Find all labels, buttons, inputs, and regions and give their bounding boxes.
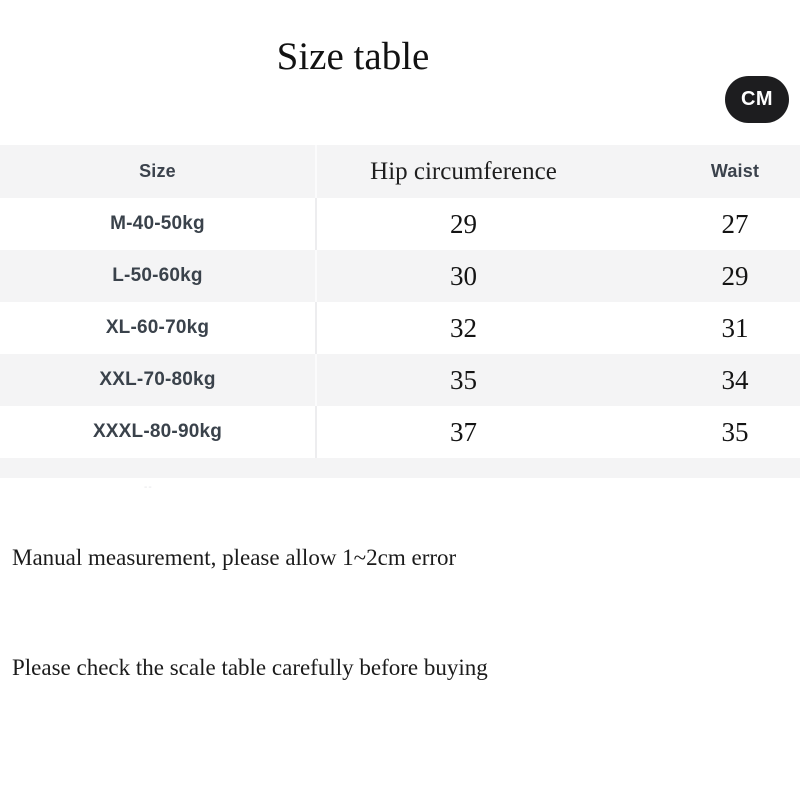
waist-cell: 31 bbox=[721, 312, 749, 343]
hip-cell: 30 bbox=[450, 260, 477, 291]
table-bottom-band bbox=[0, 458, 800, 478]
unit-badge bbox=[725, 76, 789, 123]
column-header-size: Size bbox=[0, 145, 317, 198]
hip-cell: 29 bbox=[450, 208, 477, 239]
column-header-waist: Waist bbox=[710, 161, 760, 181]
waist-cell: 35 bbox=[721, 416, 749, 447]
size-cell: XXL-70-80kg bbox=[0, 354, 317, 406]
table-header-row bbox=[0, 145, 800, 198]
faded-watermark-artifact: -- bbox=[144, 482, 153, 493]
unit-badge-label: CM bbox=[740, 88, 774, 110]
column-header-hip: Hip circumference bbox=[370, 157, 557, 185]
table-row bbox=[0, 302, 800, 354]
table-row bbox=[0, 198, 800, 250]
hip-cell: 37 bbox=[450, 416, 477, 447]
size-cell: XXXL-80-90kg bbox=[0, 406, 317, 458]
page-title: Size table bbox=[276, 35, 430, 78]
waist-cell: 27 bbox=[721, 208, 749, 239]
measurement-note: Manual measurement, please allow 1~2cm error bbox=[12, 545, 457, 570]
table-row bbox=[0, 354, 800, 406]
hip-cell: 35 bbox=[450, 364, 477, 395]
hip-cell: 32 bbox=[450, 312, 477, 343]
table-row bbox=[0, 406, 800, 458]
size-cell: XL-60-70kg bbox=[0, 302, 317, 354]
waist-cell: 29 bbox=[721, 260, 749, 291]
size-cell: M-40-50kg bbox=[0, 198, 317, 250]
buying-advice-note: Please check the scale table carefully before buying bbox=[12, 655, 488, 680]
size-table bbox=[0, 145, 800, 478]
table-row bbox=[0, 250, 800, 302]
waist-cell: 34 bbox=[721, 364, 749, 395]
size-cell: L-50-60kg bbox=[0, 250, 317, 302]
